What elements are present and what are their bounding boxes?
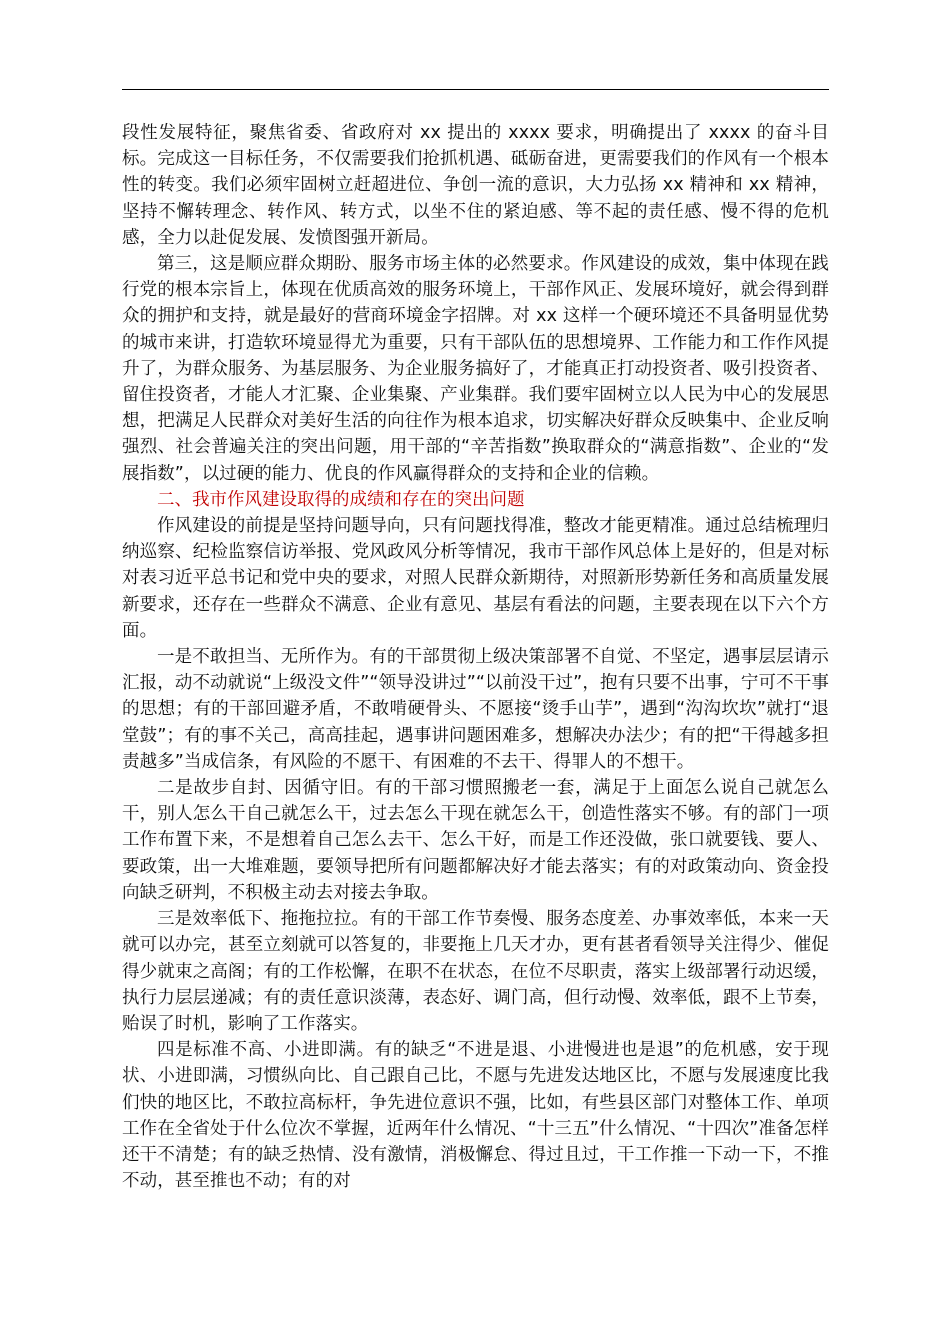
paragraph-problem-two: 二是故步自封、因循守旧。有的干部习惯照搬老一套，满足于上面怎么说自己就怎么干，别人怎么干自己就怎么干，过去怎么干现在就怎么干，创造性落实不够。有的部门一项工作布置下来，不是想着自己怎么去干、怎么干好，而是工作还没做，张口就要钱、要人、要政策，出一大堆难题，要领导把所有问题都解决好才能去落实；有的对政策动向、资金投向缺乏研判，不积极主动去对接去争取。 bbox=[122, 778, 829, 903]
paragraph-problem-intro: 作风建设的前提是坚持问题导向，只有问题找得准，整改才能更精准。通过总结梳理归纳巡察、纪检监察信访举报、党风政风分析等情况，我市干部作风总体上是好的，但是对标对表习近平总书记和党中央的要求，对照人民群众新期待，对照新形势新任务和高质量发展新要求，还存在一些群众不满意、企业有意见、基层有看法的问题，主要表现在以下六个方面。 bbox=[122, 516, 829, 641]
paragraph-problem-three: 三是效率低下、拖拖拉拉。有的干部工作节奏慢、服务态度差、办事效率低，本来一天就可以办完，甚至立刻就可以答复的，非要拖上几天才办，更有甚者看领导关注得少、催促得少就束之高阁；有的工作松懈，在职不在状态，在位不尽职责，落实上级部署行动迟缓，执行力层层递减；有的责任意识淡薄，表态好、调门高，但行动慢、效率低，跟不上节奏，贻误了时机，影响了工作落实。 bbox=[122, 909, 829, 1034]
header-rule bbox=[122, 89, 829, 90]
paragraph-problem-four: 四是标准不高、小进即满。有的缺乏“不进是退、小进慢进也是退”的危机感，安于现状、小进即满，习惯纵向比、自己跟自己比，不愿与先进发达地区比，不愿与发展速度比我们快的地区比，不敢拉高标杆，争先进位意识不强，比如，有些县区部门对整体工作、单项工作在全省处于什么位次不掌握，近两年什么情况、“十三五”什么情况、“十四次”准备怎样还干不清楚；有的缺乏热情、没有激情，消极懈怠、得过且过，干工作推一下动一下，不推不动，甚至推也不动；有的对 bbox=[122, 1040, 829, 1192]
document-body bbox=[122, 120, 829, 1194]
paragraph-continued: 段性发展特征，聚焦省委、省政府对 xx 提出的 xxxx 要求，明确提出了 xxxx 的奋斗目标。完成这一目标任务，不仅需要我们抢抓机遇、砥砺奋进，更需要我们的作风有一个根本性的转变。我们必须牢固树立赶超进位、争创一流的意识，大力弘扬 xx 精神和 xx 精神，坚持不懈转理念、转作风、转方式，以坐不住的紧迫感、等不起的责任感、慢不得的危机感，全力以赴促发展、发愤图强开新局。 bbox=[122, 123, 829, 248]
paragraph-problem-one: 一是不敢担当、无所作为。有的干部贯彻上级决策部署不自觉、不坚定，遇事层层请示汇报，动不动就说“上级没文件”“领导没讲过”“以前没干过”，抱有只要不出事，宁可不干事的思想；有的干部回避矛盾，不敢啃硬骨头、不愿接“烫手山芋”，遇到“沟沟坎坎”就打“退堂鼓”；有的事不关己，高高挂起，遇事讲问题困难多，想解决办法少；有的把“干得越多担责越多”当成信条，有风险的不愿干、有困难的不去干、得罪人的不想干。 bbox=[122, 647, 829, 772]
paragraph-third-reason: 第三，这是顺应群众期盼、服务市场主体的必然要求。作风建设的成效，集中体现在践行党的根本宗旨上，体现在优质高效的服务环境上，干部作风正、发展环境好，就会得到群众的拥护和支持，就是最好的营商环境金字招牌。对 xx 这样一个硬环境还不具备明显优势的城市来讲，打造软环境显得尤为重要，只有干部队伍的思想境界、工作能力和工作作风提升了，为群众服务、为基层服务、为企业服务搞好了，才能真正打动投资者、吸引投资者、留住投资者，才能人才汇聚、企业集聚、产业集群。我们要牢固树立以人民为中心的发展思想，把满足人民群众对美好生活的向往作为根本追求，切实解决好群众反映集中、企业反响强烈、社会普遍关注的突出问题，用干部的“辛苦指数”换取群众的“满意指数”、企业的“发展指数”，以过硬的能力、优良的作风赢得群众的支持和企业的信赖。 bbox=[122, 254, 829, 484]
section-heading: 二、我市作风建设取得的成绩和存在的突出问题 bbox=[157, 489, 525, 510]
